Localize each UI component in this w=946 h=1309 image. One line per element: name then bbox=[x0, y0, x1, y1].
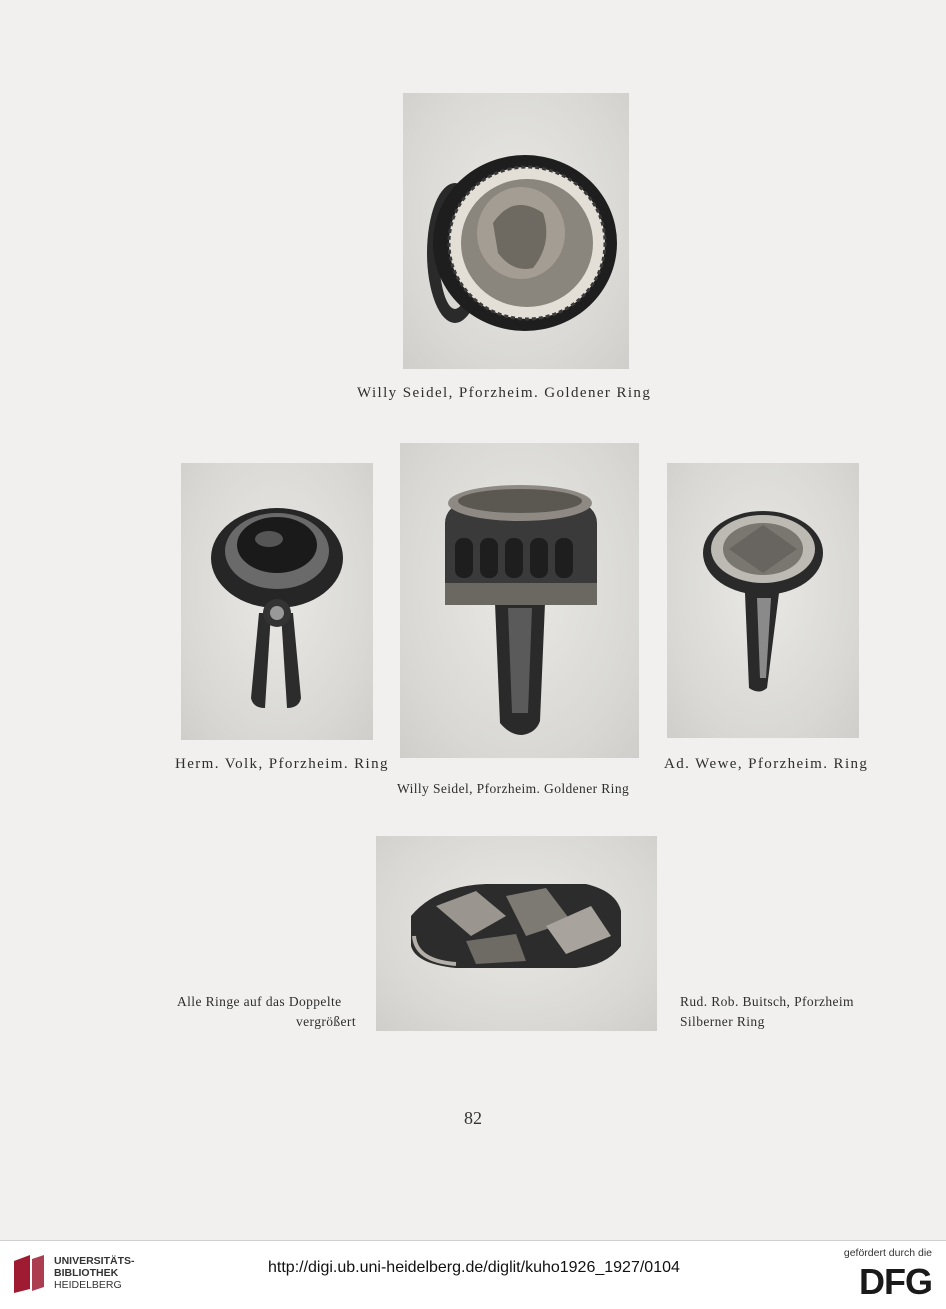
dfg-logo: DFG bbox=[859, 1261, 932, 1302]
permalink-url[interactable]: http://digi.ub.uni-heidelberg.de/diglit/kuho1926_1927/0104 bbox=[268, 1259, 680, 1276]
ring-image bbox=[181, 463, 373, 740]
caption-right: Ad. Wewe, Pforzheim. Ring bbox=[664, 756, 869, 772]
library-name-line1: UNIVERSITÄTS- bbox=[54, 1255, 135, 1267]
photo-volk-ring bbox=[181, 463, 373, 740]
library-name bbox=[54, 1255, 135, 1291]
photo-goldener-ring-center bbox=[400, 443, 639, 758]
library-name-line3: HEIDELBERG bbox=[54, 1279, 122, 1291]
photo-wewe-ring bbox=[667, 463, 859, 738]
ring-image bbox=[376, 836, 657, 1031]
library-name-line2: BIBLIOTHEK bbox=[54, 1267, 119, 1279]
caption-bottom-left-2: vergrößert bbox=[296, 1014, 356, 1029]
ring-image bbox=[403, 93, 629, 369]
ring-image bbox=[667, 463, 859, 738]
caption-top: Willy Seidel, Pforzheim. Goldener Ring bbox=[357, 385, 652, 401]
caption-center: Willy Seidel, Pforzheim. Goldener Ring bbox=[397, 781, 630, 796]
caption-left: Herm. Volk, Pforzheim. Ring bbox=[175, 756, 389, 772]
university-library-logo-icon bbox=[8, 1253, 50, 1295]
page-number: 82 bbox=[464, 1108, 482, 1128]
photo-silberner-ring bbox=[376, 836, 657, 1031]
footer-bar bbox=[0, 1240, 946, 1309]
photo-goldener-ring-top bbox=[403, 93, 629, 369]
caption-bottom-left-1: Alle Ringe auf das Doppelte bbox=[177, 994, 342, 1009]
ring-image bbox=[400, 443, 639, 758]
caption-bottom-right-2: Silberner Ring bbox=[680, 1014, 765, 1029]
funding-note: gefördert durch die bbox=[843, 1247, 932, 1259]
caption-bottom-right-1: Rud. Rob. Buitsch, Pforzheim bbox=[680, 994, 854, 1009]
